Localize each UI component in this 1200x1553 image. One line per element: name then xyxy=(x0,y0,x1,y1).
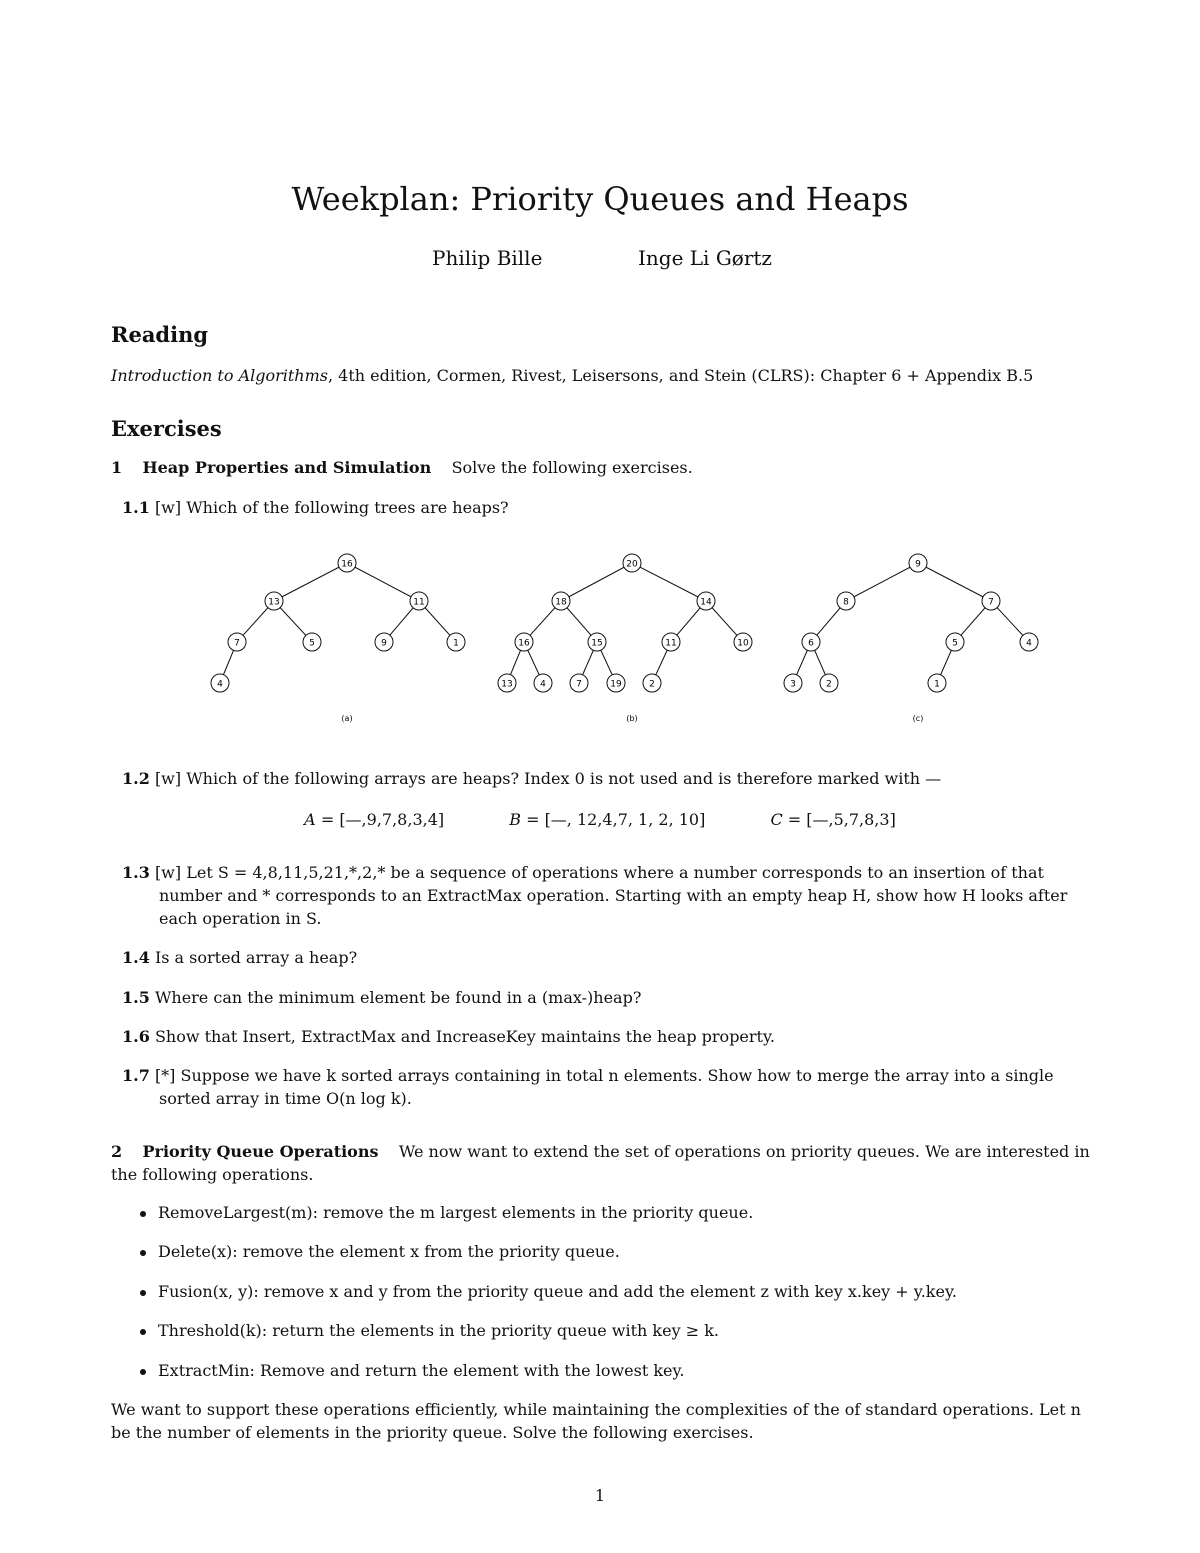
problem-2-line-2: the following operations. xyxy=(111,1165,314,1184)
operations-list xyxy=(140,1203,1090,1383)
author-1: Philip Bille xyxy=(432,246,543,270)
tree-node xyxy=(447,633,465,651)
exercise-text-line-3: each operation in S. xyxy=(159,909,322,928)
problem-2-number: 2 xyxy=(111,1142,123,1161)
exercises-heading: Exercises xyxy=(111,416,222,441)
svg-text:4: 4 xyxy=(217,679,223,690)
bullet-icon xyxy=(140,1211,146,1217)
reading-rest: , 4th edition, Cormen, Rivest, Leisersons, and Stein (CLRS): Chapter 6 + Appendix B.5 xyxy=(328,366,1034,385)
exercise-tag: [w] xyxy=(154,498,182,517)
tree-node xyxy=(498,674,516,692)
exercise-1-6 xyxy=(122,1025,1092,1048)
tree-node xyxy=(375,633,393,651)
list-item: Threshold(k): return the elements in the priority queue with key ≥ k. xyxy=(140,1321,719,1340)
exercise-number: 1.1 xyxy=(122,498,150,517)
svg-text:16: 16 xyxy=(518,638,530,649)
page-number: 1 xyxy=(594,1486,606,1505)
bullet-icon xyxy=(140,1369,146,1375)
list-item: ExtractMin: Remove and return the element with the lowest key. xyxy=(140,1361,685,1380)
tree-c xyxy=(784,554,1038,723)
problem-2-line-1: We now want to extend the set of operations on priority queues. We are interested in xyxy=(398,1142,1090,1161)
svg-text:9: 9 xyxy=(915,559,921,570)
svg-text:13: 13 xyxy=(501,679,513,690)
exercise-text-line-2: number and * corresponds to an ExtractMax operation. Starting with an empty heap H, show how H looks after xyxy=(159,886,1068,905)
svg-text:15: 15 xyxy=(591,638,603,649)
exercise-1-4 xyxy=(122,946,1092,969)
problem-1-title: Heap Properties and Simulation xyxy=(142,458,432,477)
tree-node xyxy=(909,554,927,572)
tree-node xyxy=(552,592,570,610)
tree-node xyxy=(534,674,552,692)
list-item: Fusion(x, y): remove x and y from the priority queue and add the element z with key x.key + y.key. xyxy=(140,1282,957,1301)
tree-node xyxy=(643,674,661,692)
exercise-text: Where can the minimum element be found in a (max-)heap? xyxy=(154,988,642,1007)
svg-text:18: 18 xyxy=(555,597,567,608)
svg-text:10: 10 xyxy=(737,638,749,649)
tree-node xyxy=(734,633,752,651)
svg-text:2: 2 xyxy=(649,679,655,690)
closing-paragraph xyxy=(111,1398,1091,1444)
exercise-1-2 xyxy=(122,767,1092,790)
svg-text:6: 6 xyxy=(808,638,814,649)
problem-2-title: Priority Queue Operations xyxy=(142,1142,379,1161)
list-item: RemoveLargest(m): remove the m largest elements in the priority queue. xyxy=(140,1203,753,1222)
list-item: Delete(x): remove the element x from the priority queue. xyxy=(140,1242,620,1261)
tree-node xyxy=(338,554,356,572)
exercise-tag: [*] xyxy=(154,1066,176,1085)
arrays-line xyxy=(0,810,1200,829)
problem-1-number: 1 xyxy=(111,458,123,477)
svg-text:13: 13 xyxy=(268,597,280,608)
exercise-1-3 xyxy=(122,861,1129,930)
svg-text:7: 7 xyxy=(234,638,240,649)
problem-1-heading xyxy=(111,456,693,479)
svg-text:9: 9 xyxy=(381,638,387,649)
svg-text:5: 5 xyxy=(309,638,315,649)
svg-text:4: 4 xyxy=(1026,638,1032,649)
bullet-icon xyxy=(140,1250,146,1256)
exercise-text: Is a sorted array a heap? xyxy=(154,948,358,967)
tree-label: (c) xyxy=(912,714,924,723)
tree-node xyxy=(802,633,820,651)
exercise-number: 1.3 xyxy=(122,863,150,882)
svg-text:7: 7 xyxy=(576,679,582,690)
svg-text:20: 20 xyxy=(626,559,638,570)
tree-node xyxy=(662,633,680,651)
svg-text:7: 7 xyxy=(988,597,994,608)
exercise-text: Show that Insert, ExtractMax and IncreaseKey maintains the heap property. xyxy=(154,1027,775,1046)
reading-heading: Reading xyxy=(111,322,209,347)
tree-a xyxy=(211,554,465,723)
tree-node xyxy=(228,633,246,651)
array-b: B = [—, 12,4,7, 1, 2, 10] xyxy=(509,810,706,829)
svg-text:2: 2 xyxy=(826,679,832,690)
tree-node xyxy=(946,633,964,651)
svg-text:19: 19 xyxy=(610,679,622,690)
bullet-icon xyxy=(140,1329,146,1335)
tree-node xyxy=(570,674,588,692)
exercise-text: Which of the following trees are heaps? xyxy=(186,498,509,517)
exercise-number: 1.7 xyxy=(122,1066,150,1085)
svg-text:1: 1 xyxy=(453,638,459,649)
exercise-number: 1.6 xyxy=(122,1027,150,1046)
tree-node xyxy=(410,592,428,610)
svg-text:14: 14 xyxy=(700,597,712,608)
tree-node xyxy=(588,633,606,651)
tree-label: (a) xyxy=(341,714,353,723)
tree-edges xyxy=(220,563,1029,683)
reading-text xyxy=(111,364,1033,387)
tree-node xyxy=(982,592,1000,610)
closing-line-2: be the number of elements in the priority queue. Solve the following exercises. xyxy=(111,1423,754,1442)
exercise-number: 1.4 xyxy=(122,948,150,967)
svg-text:8: 8 xyxy=(843,597,849,608)
svg-text:3: 3 xyxy=(790,679,796,690)
tree-node xyxy=(623,554,641,572)
tree-node xyxy=(784,674,802,692)
page-title: Weekplan: Priority Queues and Heaps xyxy=(291,180,909,218)
exercise-1-7 xyxy=(122,1064,1129,1110)
exercise-text-line-1: Let S = 4,8,11,5,21,*,2,* be a sequence of operations where a number corresponds to an insertion of that xyxy=(186,863,1044,882)
array-c: C = [—,5,7,8,3] xyxy=(770,810,896,829)
tree-node xyxy=(697,592,715,610)
tree-label: (b) xyxy=(626,714,638,723)
svg-text:11: 11 xyxy=(665,638,677,649)
bullet-icon xyxy=(140,1290,146,1296)
tree-node xyxy=(265,592,283,610)
closing-line-1: We want to support these operations efficiently, while maintaining the complexities of the of standard operations. Let n xyxy=(111,1400,1081,1419)
svg-text:11: 11 xyxy=(413,597,425,608)
exercise-tag: [w] xyxy=(154,863,182,882)
svg-text:5: 5 xyxy=(952,638,958,649)
tree-node xyxy=(1020,633,1038,651)
svg-text:16: 16 xyxy=(341,559,353,570)
tree-node xyxy=(820,674,838,692)
tree-node xyxy=(607,674,625,692)
exercise-number: 1.2 xyxy=(122,769,150,788)
exercise-text: Which of the following arrays are heaps? Index 0 is not used and is therefore marked with — xyxy=(186,769,942,788)
exercise-1-1 xyxy=(122,496,1092,519)
svg-text:1: 1 xyxy=(934,679,940,690)
heap-trees-figure xyxy=(190,540,1060,730)
book-title: Introduction to Algorithms xyxy=(111,366,328,385)
problem-1-intro: Solve the following exercises. xyxy=(451,458,693,477)
exercise-text-line-2: sorted array in time O(n log k). xyxy=(159,1089,412,1108)
tree-node xyxy=(303,633,321,651)
exercise-number: 1.5 xyxy=(122,988,150,1007)
problem-2-heading xyxy=(111,1140,1091,1186)
exercise-1-5 xyxy=(122,986,1092,1009)
array-a: A = [—,9,7,8,3,4] xyxy=(304,810,445,829)
tree-node xyxy=(837,592,855,610)
exercise-text-line-1: Suppose we have k sorted arrays containing in total n elements. Show how to merge the array into a single xyxy=(180,1066,1054,1085)
exercise-tag: [w] xyxy=(154,769,182,788)
tree-b xyxy=(498,554,752,723)
tree-node xyxy=(928,674,946,692)
svg-text:4: 4 xyxy=(540,679,546,690)
author-2: Inge Li Gørtz xyxy=(638,246,772,270)
tree-node xyxy=(211,674,229,692)
tree-node xyxy=(515,633,533,651)
